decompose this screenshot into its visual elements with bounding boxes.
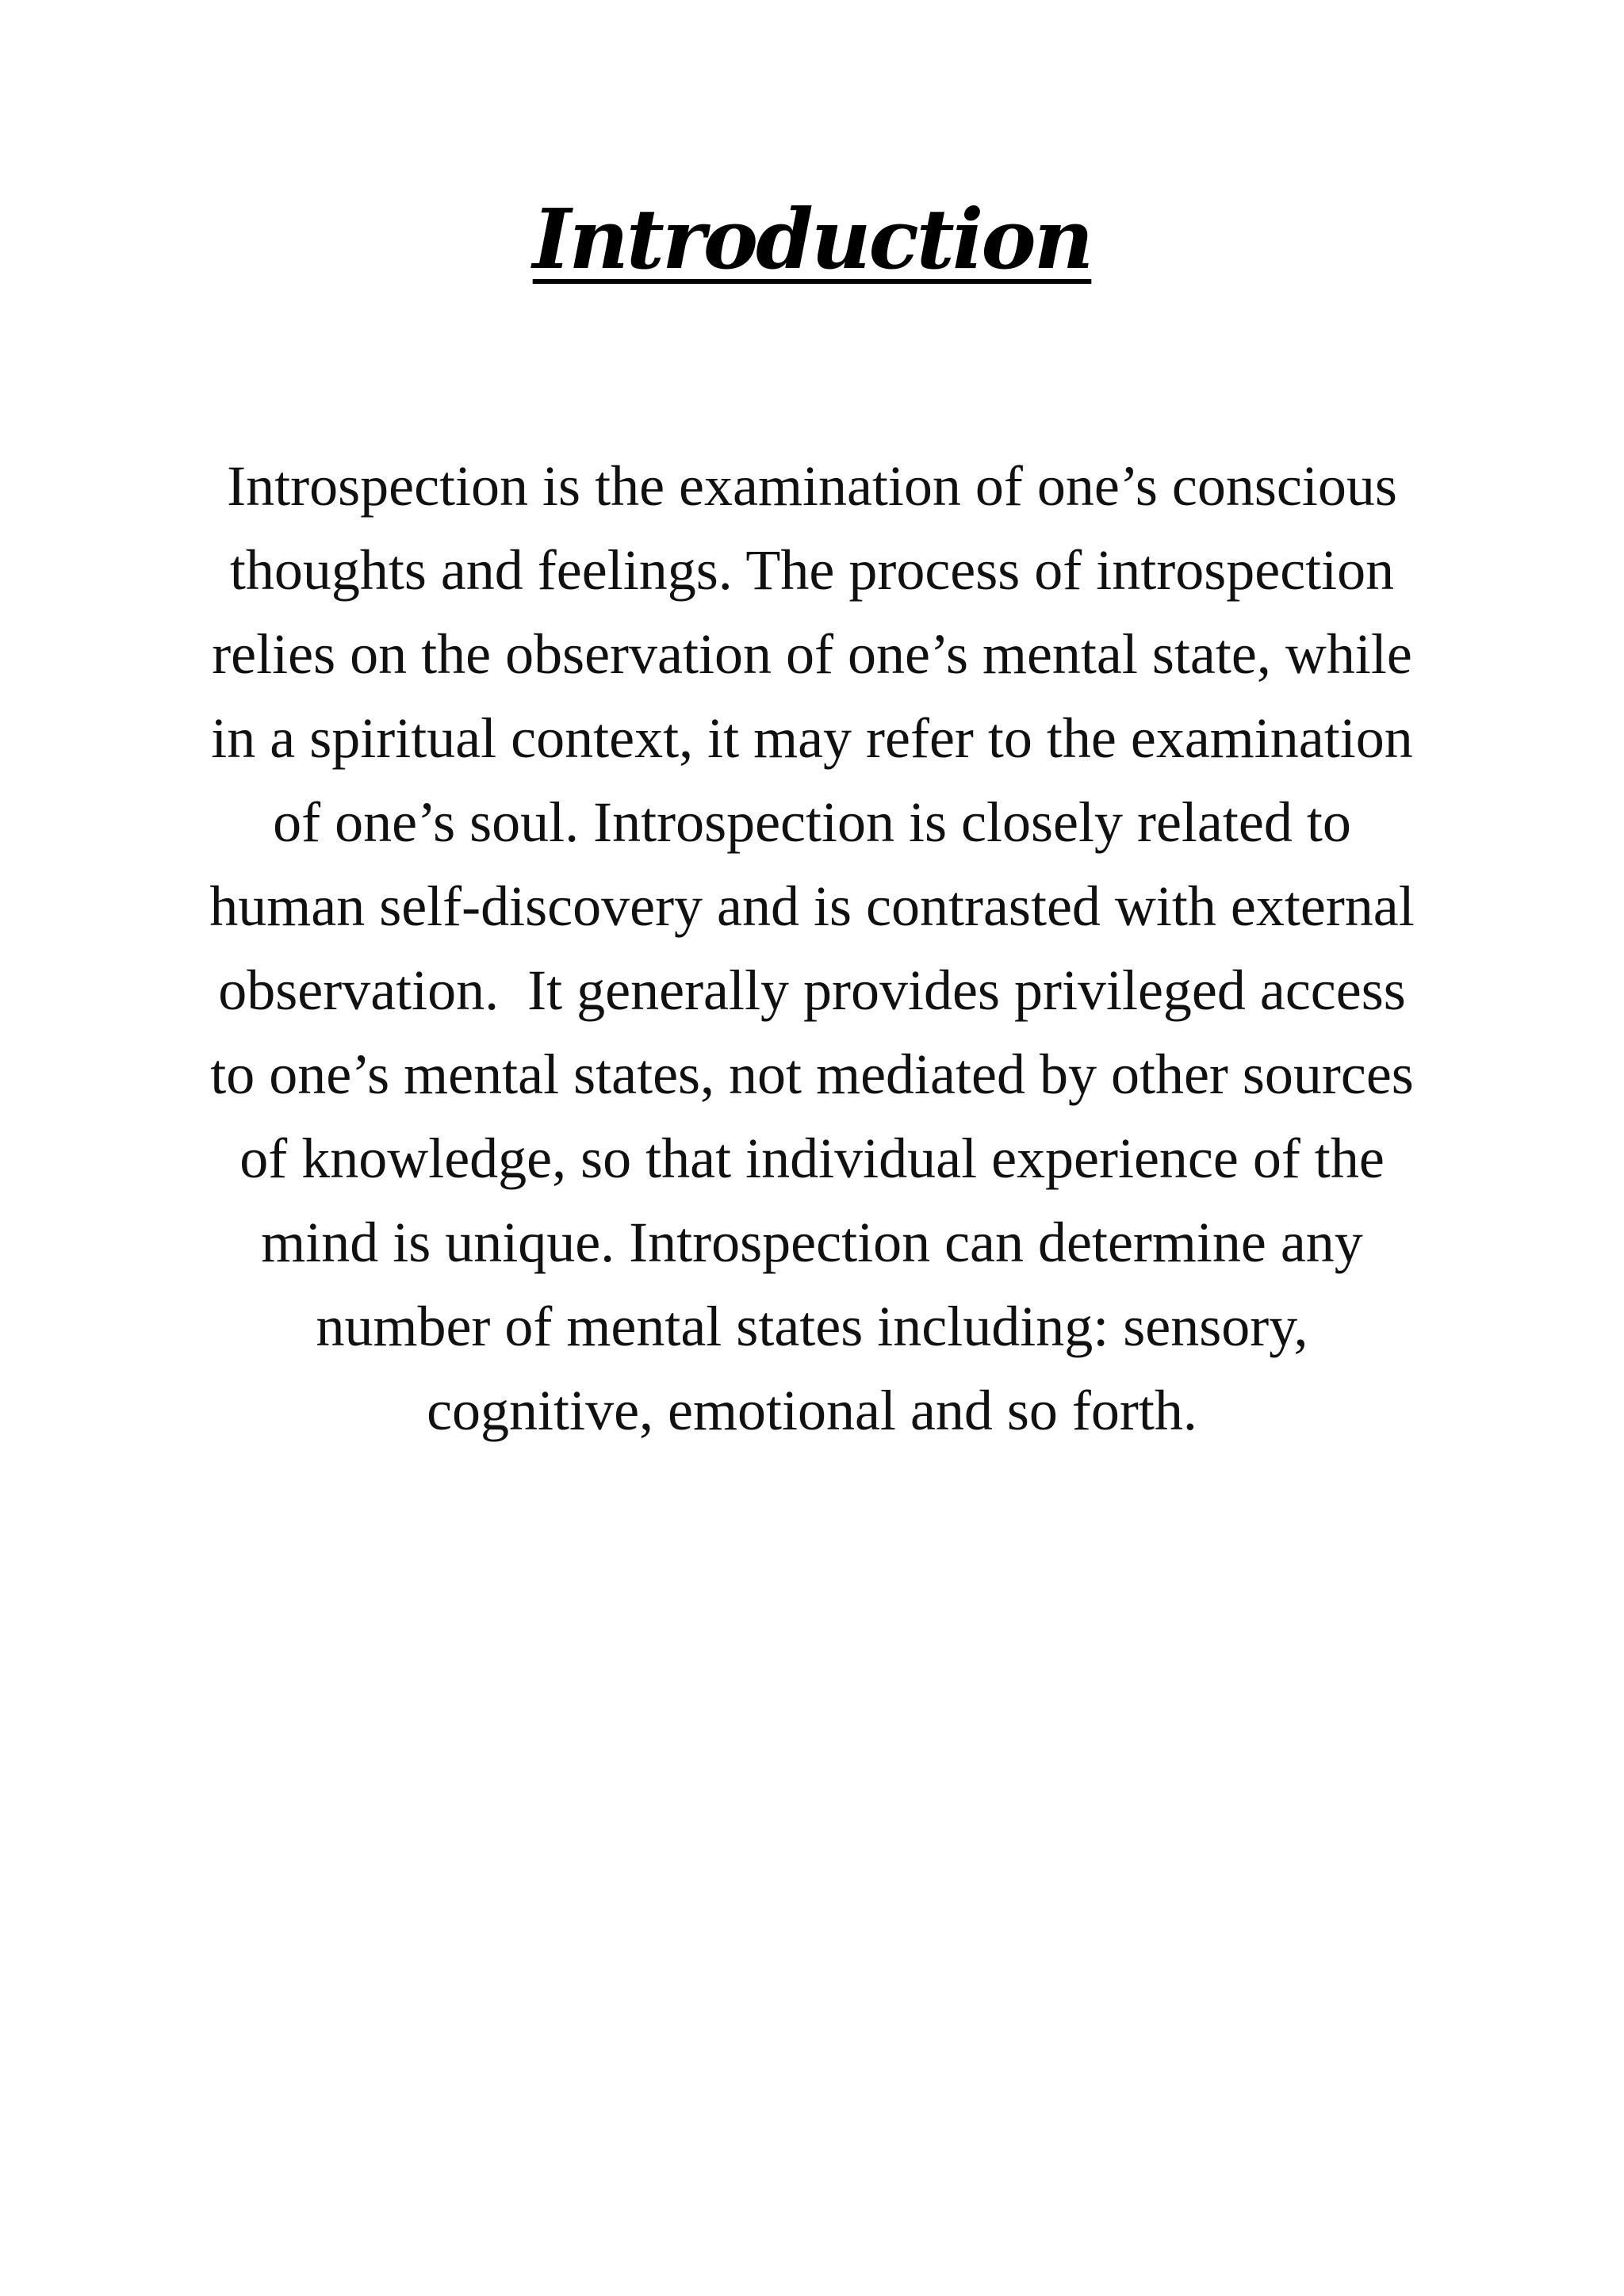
paragraph-line: Introspection is the examination of one’s conscious <box>227 454 1397 518</box>
paragraph-line: in a spiritual context, it may refer to the examination <box>211 706 1413 770</box>
paragraph-line: number of mental states including: sensory, <box>316 1295 1308 1358</box>
title-container <box>0 190 1624 288</box>
paragraph-line: of knowledge, so that individual experience of the <box>239 1127 1385 1190</box>
paragraph-line: thoughts and feelings. The process of introspection <box>229 538 1395 602</box>
paragraph-line: human self-discovery and is contrasted with external <box>209 874 1415 938</box>
paragraph-line: to one’s mental states, not mediated by other sources <box>210 1043 1414 1106</box>
page-title: Introduction <box>532 190 1092 288</box>
paragraph-line: mind is unique. Introspection can determine any <box>261 1211 1363 1274</box>
paragraph-line: of one’s soul. Introspection is closely related to <box>273 790 1351 854</box>
paragraph-line: cognitive, emotional and so forth. <box>427 1379 1197 1442</box>
intro-paragraph <box>182 444 1442 1452</box>
paragraph-line: observation. It generally provides privileged access <box>218 959 1406 1022</box>
paragraph-line: relies on the observation of one’s mental state, while <box>212 622 1412 686</box>
